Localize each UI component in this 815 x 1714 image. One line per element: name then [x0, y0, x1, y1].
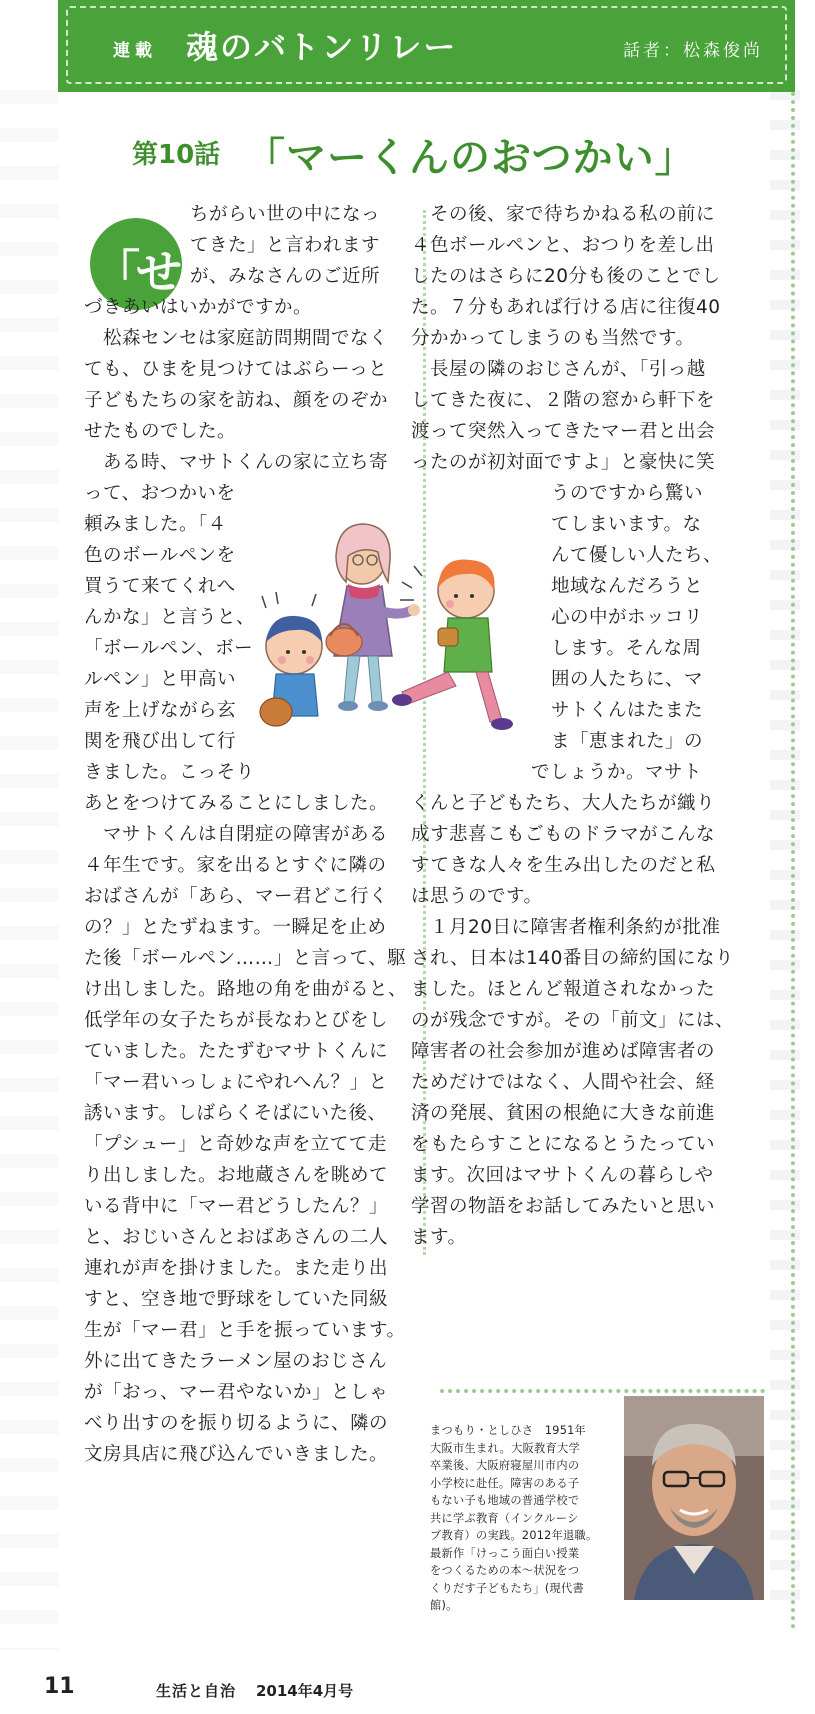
series-label: 連載	[113, 41, 157, 61]
text-line: でしょうか。マサト	[531, 762, 703, 783]
text-line: ます。次回はマサトくんの暮らしや	[411, 1165, 714, 1186]
text-line: うのですから驚い	[551, 483, 704, 504]
text-line: が、みなさんのご近所	[190, 266, 381, 287]
bio-line: 卒業後、大阪府寝屋川市内の	[430, 1459, 580, 1472]
text-line: １月20日に障害者権利条約が批准	[411, 917, 721, 938]
text-line: 外に出てきたラーメン屋のおじさん	[84, 1351, 388, 1372]
text-line: 文房具店に飛び込んでいきました。	[84, 1444, 389, 1465]
series-title: 魂のバトンリレー	[186, 28, 458, 66]
text-line: してきた夜に、２階の窓から軒下を	[411, 390, 716, 411]
text-line: したのはさらに20分も後のことでし	[411, 266, 721, 287]
text-line: 学習の物語をお話してみたいと思い	[411, 1196, 716, 1217]
text-line: くんと子どもたち、大人たちが織り	[411, 793, 716, 814]
text-line: って、おつかいを	[84, 483, 236, 504]
text-line: 長屋の隣のおじさんが、「引っ越	[411, 359, 706, 380]
drop-cap-text: 「せ	[94, 245, 178, 299]
narrator-credit: 話者：松森俊尚	[623, 41, 763, 61]
text-line: 声を上げながら玄	[84, 700, 237, 721]
bio-line: 共に学ぶ教育（インクルーシ	[430, 1511, 579, 1525]
text-line: ある時、マサトくんの家に立ち寄	[84, 452, 389, 473]
text-line: 松森センセは家庭訪問期間でなく	[84, 328, 389, 349]
text-line: 障害者の社会参加が進めば障害者の	[411, 1041, 716, 1062]
text-line: をもたらすことになるとうたってい	[411, 1134, 716, 1155]
issue-date: 2014年4月号	[256, 1682, 354, 1700]
text-line: サトくんはたまた	[551, 700, 704, 721]
text-line: ても、ひまを見つけてはぶらーっと	[84, 359, 388, 380]
text-line: 渡って突然入ってきたマー君と出会	[411, 421, 716, 442]
text-line: 分かかってしまうのも当然です。	[411, 328, 695, 349]
series-header	[58, 0, 795, 92]
text-line: と、おじいさんとおばあさんの二人	[84, 1227, 389, 1248]
text-line: が「おっ、マー君やないか」としゃ	[84, 1382, 389, 1403]
text-line: の？」とたずねます。一瞬足を止め	[84, 917, 387, 938]
text-line: てしまいます。な	[551, 514, 702, 535]
author-bio	[430, 1422, 615, 1615]
text-line: 済の発展、貧困の根絶に大きな前進	[411, 1103, 716, 1124]
text-line: づきあいはいかがですか。	[84, 297, 313, 318]
grandma-figure	[326, 524, 420, 711]
text-line: 心の中がホッコリ	[551, 607, 704, 628]
text-line: 頼みました。「４	[84, 514, 227, 535]
text-line: り出しました。お地蔵さんを眺めて	[84, 1165, 389, 1186]
text-line: 「ボールペン、ボー	[84, 638, 254, 659]
bio-line: ブ教育）の実践。2012年退職。	[430, 1529, 598, 1542]
bio-line: まつもり・としひさ 1951年	[430, 1424, 587, 1437]
author-portrait	[624, 1396, 764, 1600]
text-line: ４年生です。家を出るとすぐに隣の	[84, 855, 387, 876]
text-line: は思うのです。	[411, 886, 543, 907]
bio-line: 小学校に赴任。障害のある子	[430, 1476, 580, 1490]
text-line: その後、家で待ちかねる私の前に	[411, 204, 716, 225]
text-line: され、日本は140番目の締約国になり	[411, 948, 734, 969]
text-line: 関を飛び出して行	[84, 731, 237, 752]
text-line: ったのが初対面ですよ」と豪快に笑	[411, 452, 716, 473]
text-line: 低学年の女子たちが長なわとびをし	[84, 1010, 389, 1031]
text-line: 囲の人たちに、マ	[551, 669, 704, 690]
magazine-name: 生活と自治	[156, 1682, 237, 1700]
right-dotted-border	[791, 92, 795, 1630]
bio-separator	[440, 1389, 765, 1393]
text-line: ルペン」と甲高い	[84, 669, 237, 690]
page-number: 11	[44, 1674, 75, 1699]
text-line: 連れが声を掛けました。また走り出	[84, 1258, 389, 1279]
episode-title: 「マーくんのおつかい」	[245, 135, 696, 181]
text-line: すと、空き地で野球をしていた同級	[84, 1289, 389, 1310]
bio-line: 大阪市生まれ。大阪教育大学	[430, 1441, 581, 1455]
text-line: せたものでした。	[84, 421, 237, 442]
text-line: いる背中に「マー君どうしたん？」	[84, 1196, 389, 1217]
text-line: 色のボールペンを	[84, 545, 236, 566]
text-line: 子どもたちの家を訪ね、顔をのぞか	[84, 390, 389, 411]
text-line: 誘います。しばらくそばにいた後、	[84, 1103, 387, 1124]
text-line: すてきな人々を生み出したのだと私	[411, 855, 716, 876]
text-line: け出しました。路地の角を曲がると、	[84, 979, 408, 1000]
text-line: ていました。たたずむマサトくんに	[84, 1041, 389, 1062]
episode-number: 第10話	[132, 140, 221, 170]
text-line: おばさんが「あら、マー君どこ行く	[84, 886, 389, 907]
show-through-texture-right	[770, 90, 800, 1620]
text-line: あとをつけてみることにしました。	[84, 793, 389, 814]
text-line: ためだけではなく、人間や社会、経	[411, 1072, 715, 1093]
text-line: きました。こっそり	[84, 762, 255, 783]
bio-line: をつくるための本～状況をつ	[430, 1564, 580, 1577]
bio-line: くりだす子どもたち」(現代書	[430, 1581, 585, 1595]
text-line: ちがらい世の中になっ	[190, 204, 381, 225]
text-line: ４色ボールペンと、おつりを差し出	[411, 235, 715, 256]
text-line: ま「恵まれた」の	[551, 731, 704, 752]
text-line: 「プシュー」と奇妙な声を立てて走	[84, 1134, 387, 1155]
text-line: マサトくんは自閉症の障害がある	[84, 824, 389, 845]
text-line: んかな」と言うと、	[84, 607, 256, 628]
text-line: んて優しい人たち、	[551, 545, 723, 566]
boy-with-glove	[260, 592, 322, 726]
text-line: します。そんな周	[551, 638, 702, 659]
show-through-texture-left	[0, 90, 58, 1650]
text-line: ます。	[411, 1227, 467, 1248]
bio-line: 最新作「けっこう面白い授業	[430, 1546, 580, 1560]
text-line: 地域なんだろうと	[551, 576, 704, 597]
bio-line: 館)。	[430, 1599, 458, 1612]
text-line: べり出すのを振り切るように、隣の	[84, 1413, 389, 1434]
text-line: た後「ボールペン……」と言って、駆	[84, 948, 407, 969]
bio-line: もない子も地域の普通学校で	[430, 1494, 580, 1507]
text-line: 買うて来てくれへ	[84, 576, 236, 597]
text-line: た。７分もあれば行ける店に往復40	[411, 297, 721, 318]
text-line: のが残念ですが。その「前文」には、	[411, 1010, 735, 1031]
text-line: 「マー君いっしょにやれへん？」と	[84, 1072, 388, 1093]
text-line: てきた」と言われます	[190, 235, 381, 256]
illustration-kids-and-grandma	[252, 516, 548, 748]
running-boy	[392, 560, 513, 730]
author-photo	[624, 1396, 764, 1600]
text-line: 成す悲喜こもごものドラマがこんな	[411, 824, 716, 845]
text-line: 生が「マー君」と手を振っています。	[84, 1320, 406, 1341]
text-line: ました。ほとんど報道されなかった	[411, 979, 716, 1000]
